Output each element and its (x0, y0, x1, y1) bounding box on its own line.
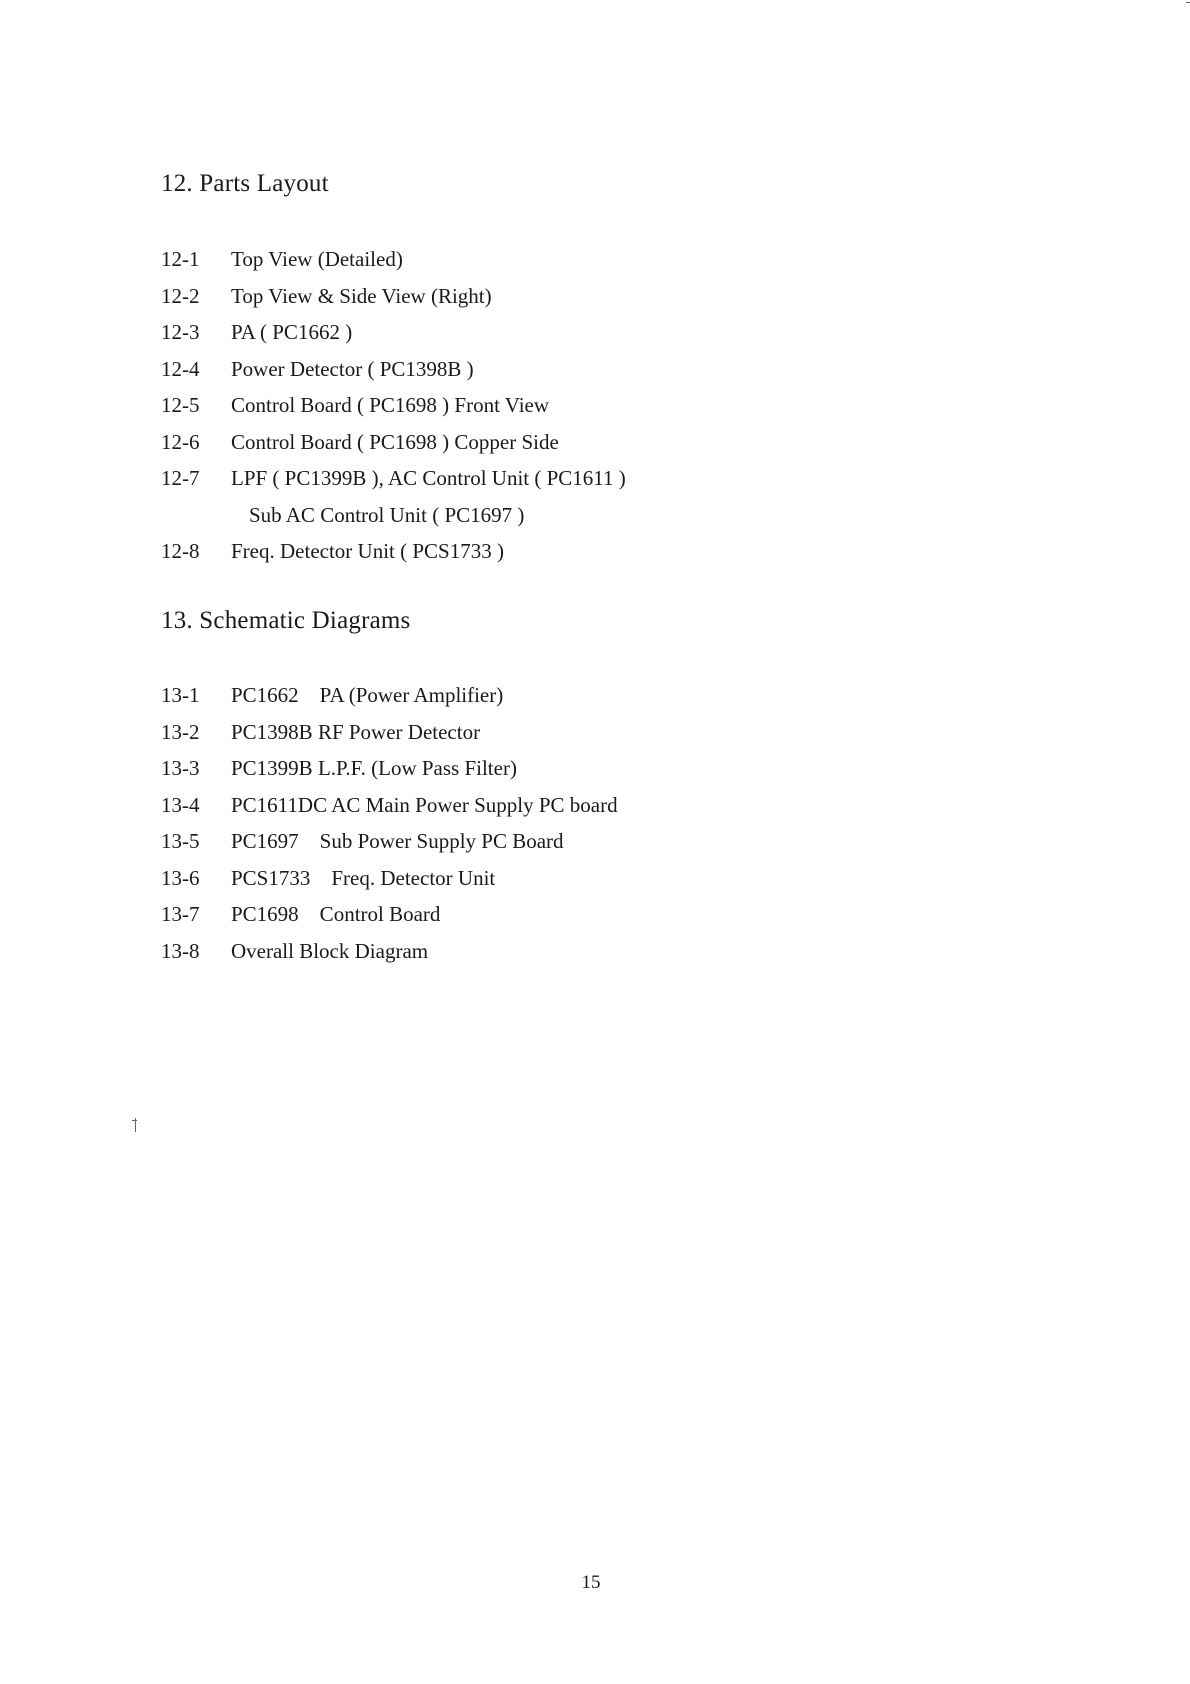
item-number: 13-4 (161, 792, 200, 817)
list-item (161, 823, 1061, 860)
item-text: Overall Block Diagram (231, 938, 429, 963)
list-item (161, 933, 1061, 970)
list-item (161, 278, 1061, 315)
item-number: 12-2 (161, 283, 200, 308)
page-number (0, 1572, 1190, 1594)
item-text: PC1662 PA (Power Amplifier) (231, 683, 504, 707)
item-number: 13-2 (161, 719, 200, 744)
list-item (161, 677, 1061, 714)
item-text: PA ( PC1662 ) (231, 320, 353, 344)
item-number: 12-7 (161, 466, 200, 490)
item-text: PC1697 Sub Power Supply PC Board (231, 829, 564, 853)
list-item (161, 750, 1061, 787)
item-text: LPF ( PC1399B ), AC Control Unit ( PC1611 ) (231, 466, 626, 490)
item-text: Top View (Detailed) (231, 247, 403, 271)
section-title: 12. Parts Layout (161, 170, 329, 197)
item-number: 13-5 (161, 829, 200, 853)
item-number: 12-6 (161, 429, 200, 454)
item-number: 13-1 (161, 683, 200, 707)
item-text: PC1611DC AC Main Power Supply PC board (231, 792, 618, 817)
item-text: Freq. Detector Unit ( PCS1733 ) (231, 539, 504, 563)
list-item (161, 314, 1061, 351)
list-item (161, 241, 1061, 278)
item-text: PC1398B RF Power Detector (231, 719, 481, 744)
item-number: 12-5 (161, 393, 200, 417)
item-text: PC1698 Control Board (231, 902, 441, 926)
list-item (161, 387, 1061, 424)
item-number: 13-6 (161, 865, 200, 890)
item-text: PC1399B L.P.F. (Low Pass Filter) (231, 756, 517, 780)
item-text: PCS1733 Freq. Detector Unit (231, 865, 496, 890)
list-item-continuation: Sub AC Control Unit ( PC1697 ) (249, 502, 525, 527)
scan-mark (1186, 2, 1190, 3)
list-item (161, 714, 1061, 751)
list-item (161, 860, 1061, 897)
item-text: Top View & Side View (Right) (231, 283, 492, 308)
section-title: 13. Schematic Diagrams (161, 607, 411, 634)
list-item (161, 424, 1061, 461)
item-number: 13-7 (161, 902, 200, 926)
item-text: Power Detector ( PC1398B ) (231, 356, 474, 381)
list-item (161, 533, 1061, 570)
schematic-diagrams-list (161, 677, 1061, 969)
item-number: 12-8 (161, 539, 200, 563)
section-parts-layout (161, 170, 1061, 570)
section-schematic-diagrams (161, 607, 1061, 969)
item-number: 12-1 (161, 247, 200, 271)
list-item (161, 351, 1061, 388)
item-number: 13-3 (161, 756, 200, 780)
page-number-text: 15 (581, 1572, 601, 1593)
parts-layout-list (161, 241, 1061, 570)
item-text: Control Board ( PC1698 ) Front View (231, 393, 550, 417)
list-item (161, 460, 1061, 497)
item-number: 13-8 (161, 938, 200, 963)
item-text: Control Board ( PC1698 ) Copper Side (231, 429, 559, 454)
item-number: 12-3 (161, 320, 200, 344)
scan-mark (132, 1120, 137, 1121)
list-item (161, 787, 1061, 824)
list-item (161, 896, 1061, 933)
item-number: 12-4 (161, 356, 200, 381)
